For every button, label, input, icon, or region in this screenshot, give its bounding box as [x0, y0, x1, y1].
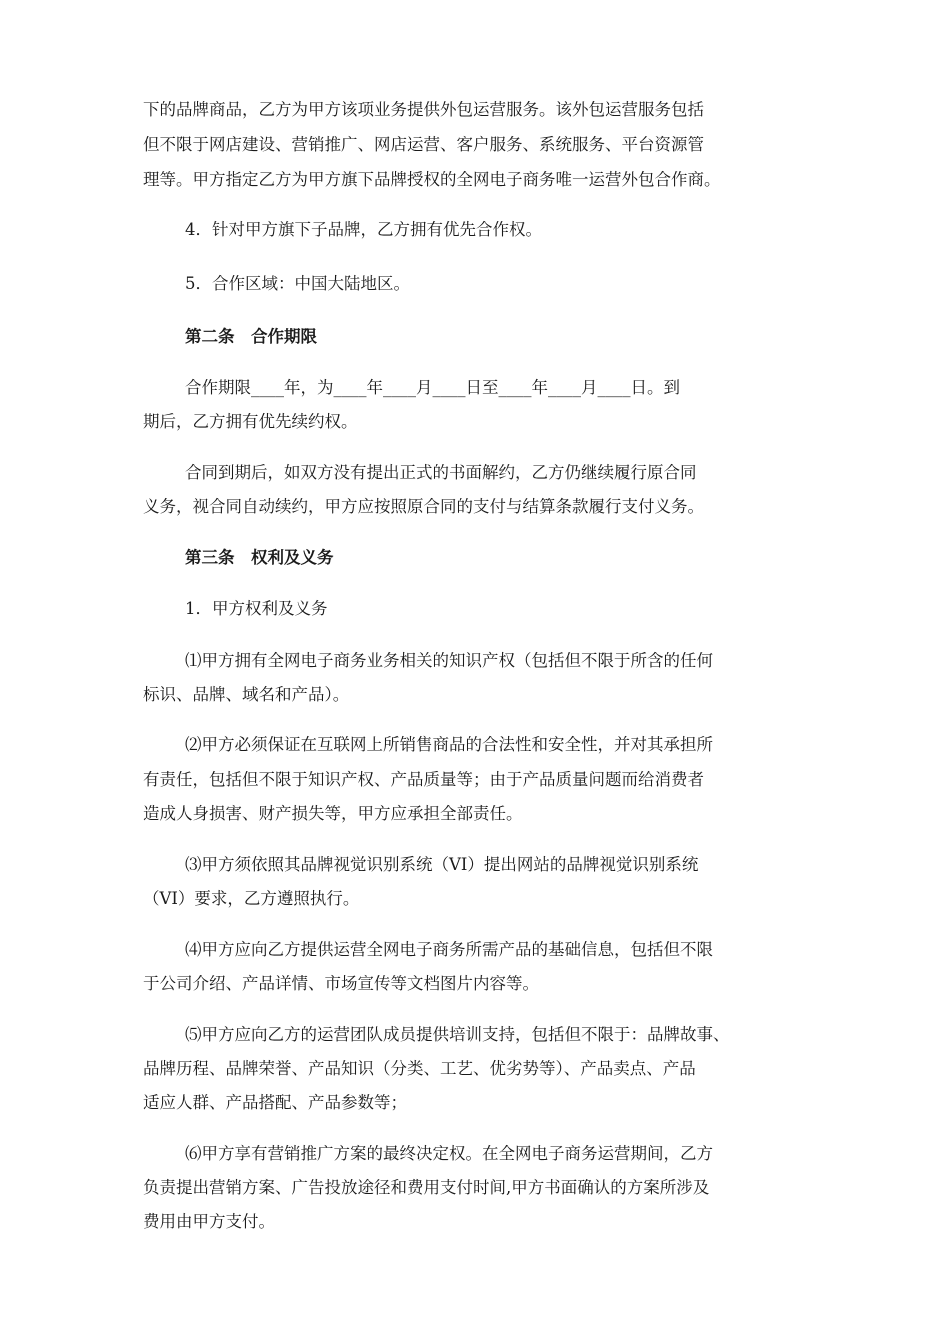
text-line: 适应人群、产品搭配、产品参数等； [143, 1093, 407, 1112]
text-line: ⑸甲方应向乙方的运营团队成员提供培训支持，包括但不限于：品牌故事、 [185, 1025, 730, 1044]
text-line: 造成人身损害、财产损失等，甲方应承担全部责任。 [143, 804, 523, 823]
list-item: 5．合作区域：中国大陆地区。 [185, 274, 410, 293]
text-line: 标识、品牌、域名和产品）。 [143, 685, 350, 704]
section-heading: 第二条 合作期限 [185, 327, 317, 346]
text-line: ⑵甲方必须保证在互联网上所销售商品的合法性和安全性，并对其承担所 [185, 735, 713, 754]
text-line: 理等。甲方指定乙方为甲方旗下品牌授权的全网电子商务唯一运营外包合作商。 [143, 170, 721, 189]
text-line: 负责提出营销方案、广告投放途径和费用支付时间,甲方书面确认的方案所涉及 [143, 1178, 710, 1197]
text-line: 义务，视合同自动续约，甲方应按照原合同的支付与结算条款履行支付义务。 [143, 497, 704, 516]
text-line: 但不限于网店建设、营销推广、网店运营、客户服务、系统服务、平台资源管 [143, 135, 704, 154]
text-line: 品牌历程、品牌荣誉、产品知识（分类、工艺、优劣势等）、产品卖点、产品 [143, 1059, 696, 1078]
list-item: 1．甲方权利及义务 [185, 599, 328, 618]
text-line: ⑷甲方应向乙方提供运营全网电子商务所需产品的基础信息，包括但不限 [185, 940, 713, 959]
text-line: 期后，乙方拥有优先续约权。 [143, 412, 358, 431]
text-line: ⑹甲方享有营销推广方案的最终决定权。在全网电子商务运营期间，乙方 [185, 1144, 713, 1163]
list-item: 4．针对甲方旗下子品牌，乙方拥有优先合作权。 [185, 220, 542, 239]
text-line: 合作期限____年，为____年____月____日至____年____月____日。到 [185, 378, 680, 397]
text-line: 合同到期后，如双方没有提出正式的书面解约，乙方仍继续履行原合同 [185, 463, 697, 482]
text-line: （VI）要求，乙方遵照执行。 [143, 889, 360, 908]
text-line: 下的品牌商品，乙方为甲方该项业务提供外包运营服务。该外包运营服务包括 [143, 100, 704, 119]
text-line: 有责任，包括但不限于知识产权、产品质量等；由于产品质量问题而给消费者 [143, 770, 704, 789]
section-heading: 第三条 权利及义务 [185, 548, 334, 567]
text-line: 于公司介绍、产品详情、市场宣传等文档图片内容等。 [143, 974, 539, 993]
text-line: ⑴甲方拥有全网电子商务业务相关的知识产权（包括但不限于所含的任何 [185, 651, 713, 670]
text-line: ⑶甲方须依照其品牌视觉识别系统（VI）提出网站的品牌视觉识别系统 [185, 855, 699, 874]
text-line: 费用由甲方支付。 [143, 1212, 275, 1231]
